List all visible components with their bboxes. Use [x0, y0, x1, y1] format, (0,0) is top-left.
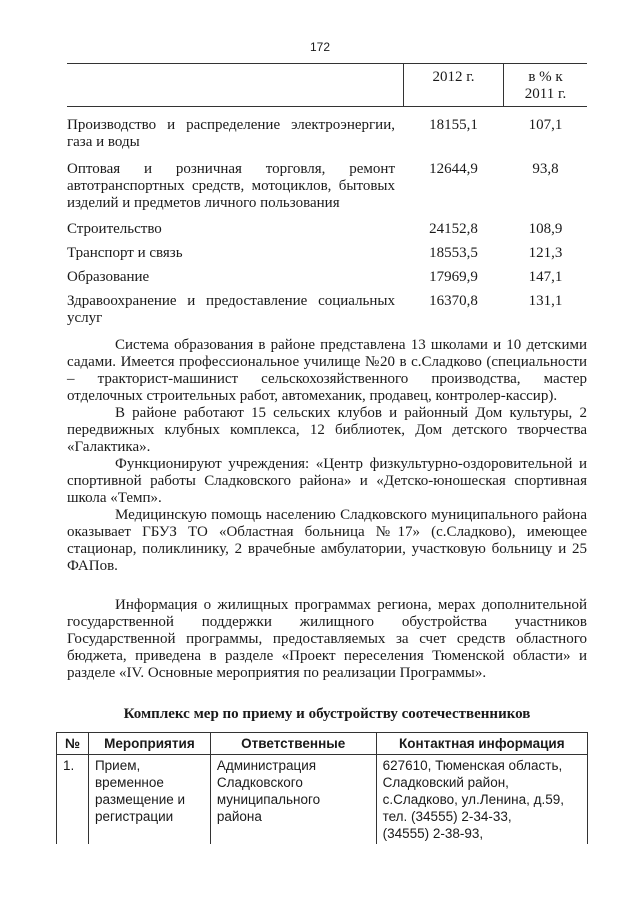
value-percent: 147,1	[528, 269, 563, 285]
value-2012: 24152,8	[429, 221, 478, 237]
contact-cell: 627610, Тюменская область, Сладковский район, с.Сладково, ул.Ленина, д.59, тел. (34555) 2-34-33, (34555) 2-38-93,	[376, 755, 587, 845]
activity-cell: Прием, временное размещение и регистрации	[88, 755, 210, 845]
row-label: Транспорт и связь	[67, 245, 183, 261]
header-contacts: Контактная информация	[376, 733, 587, 755]
section-title: Комплекс мер по приему и обустройству соотечественников	[123, 706, 531, 722]
info-text	[67, 597, 587, 682]
value-percent: 93,8	[532, 161, 559, 177]
row-label: Образование	[67, 269, 150, 285]
header-responsible: Ответственные	[210, 733, 376, 755]
body-text	[67, 337, 587, 575]
row-label: Оптовая и розничная торговля, ремонт автотранспортных средств, мотоциклов, бытовых изделий и предметов личного пользования	[67, 161, 395, 211]
statistics-table	[67, 63, 587, 327]
table-row	[67, 269, 587, 286]
statistics-table-header	[67, 63, 587, 107]
row-label: Строительство	[67, 221, 162, 237]
measures-table	[56, 732, 588, 844]
value-2012: 16370,8	[429, 293, 478, 309]
table-row	[67, 161, 587, 212]
value-percent: 107,1	[528, 117, 563, 133]
table-header-row	[57, 733, 588, 755]
header-percent: в % к 2011 г.	[524, 69, 567, 102]
row-label: Производство и распределение электроэнергии, газа и воды	[67, 117, 395, 150]
paragraph-healthcare: Медицинскую помощь населению Сладковского муниципального района оказывает ГБУЗ ТО «Областная больница №17» (с.Сладково), имеющее стационар, поликлинику, 2 врачебные амбулатории, участковую больницу и 25 ФАПов.	[67, 507, 587, 574]
table-row	[67, 245, 587, 262]
table-row	[67, 117, 587, 151]
paragraph-education: Система образования в районе представлена 13 школами и 10 детскими садами. Имеется профессиональное училище №20 в с.Сладково (специальности – тракторист-машинист сельскохозяйственного производства, мастер отделочных строительных работ, автомеханик, продавец, контролер-кассир).	[67, 337, 587, 404]
value-2012: 18553,5	[429, 245, 478, 261]
paragraph-sports: Функционируют учреждения: «Центр физкультурно-оздоровительной и спортивной работы Сладковского района» и «Детско-юношеская спортивная школа «Темп».	[67, 456, 587, 506]
paragraph-culture: В районе работают 15 сельских клубов и районный Дом культуры, 2 передвижных клубных комплекса, 12 библиотек, Дом детского творчества «Галактика».	[67, 405, 587, 455]
row-number: 1.	[57, 755, 89, 845]
responsible-cell: Администрация Сладковского муниципального района	[210, 755, 376, 845]
value-2012: 18155,1	[429, 117, 478, 133]
header-year-2012: 2012 г.	[432, 69, 475, 85]
table-row	[67, 293, 587, 327]
table-row	[67, 221, 587, 238]
row-label: Здравоохранение и предоставление социальных услуг	[67, 293, 395, 326]
value-2012: 17969,9	[429, 269, 478, 285]
table-row	[57, 755, 588, 845]
value-percent: 108,9	[528, 221, 563, 237]
paragraph-housing-info: Информация о жилищных программах региона, мерах дополнительной государственной поддержки жилищного обустройства участников Государственной программы, предоставляемых за счет средств областного бюджета, приведена в разделе «Проект переселения Тюменской области» и разделе «IV. Основные мероприятия по реализации Программы».	[67, 597, 587, 681]
value-percent: 121,3	[528, 245, 563, 261]
page-number: 172	[309, 40, 331, 54]
header-activities: Мероприятия	[88, 733, 210, 755]
value-percent: 131,1	[528, 293, 563, 309]
value-2012: 12644,9	[429, 161, 478, 177]
header-number: №	[57, 733, 89, 755]
